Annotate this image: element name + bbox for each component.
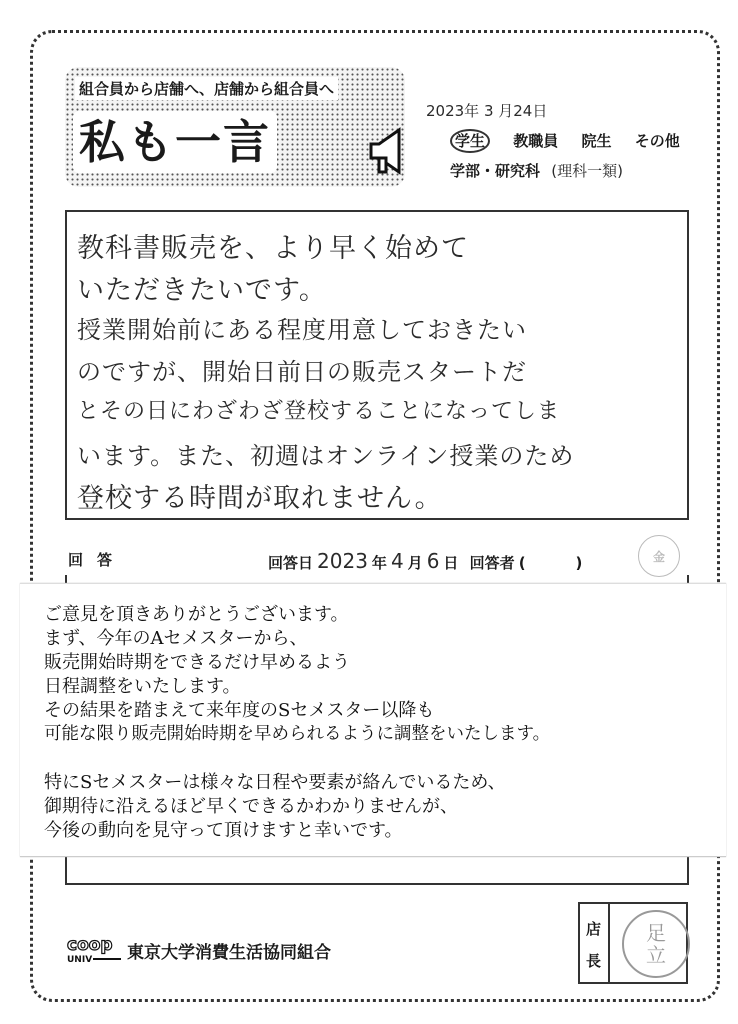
- department-label: 学部・研究科: [450, 162, 541, 180]
- answer-day: 6: [426, 549, 440, 573]
- coop-logo: [65, 932, 123, 966]
- opinion-line: とその日にわざわざ登校することになってしま: [77, 399, 561, 424]
- page-title: 私も一言: [73, 111, 277, 173]
- opinion-line: 教科書販売を、より早く始めて: [77, 233, 469, 264]
- role-option-student: 学生: [450, 129, 490, 153]
- answer-day-label: 日: [443, 554, 459, 572]
- manager-box-divider: [608, 904, 610, 982]
- department-line: [450, 160, 623, 181]
- svg-text:coop: coop: [67, 935, 113, 955]
- reply-line: 販売開始時期をできるだけ早めるよう: [44, 652, 350, 673]
- responder-close: ): [575, 554, 583, 572]
- answer-year-label: 年: [371, 554, 387, 572]
- reply-line: その結果を踏まえて来年度のSセメスター以降も: [44, 700, 435, 721]
- role-option-grad: 院生: [581, 132, 612, 150]
- opinion-line: 授業開始前にある程度用意しておきたい: [77, 316, 527, 344]
- manager-seal-top: 足: [646, 921, 666, 945]
- header-banner: [65, 67, 405, 187]
- manager-label-top: 店: [586, 920, 602, 938]
- role-options: [450, 130, 698, 151]
- answer-meta: [268, 549, 582, 573]
- reply-line: 特にSセメスターは様々な日程や要素が絡んでいるため、: [44, 772, 506, 793]
- manager-box: [578, 902, 688, 984]
- megaphone-icon: [365, 122, 405, 182]
- responder-seal: 金: [638, 535, 680, 577]
- reply-paper: [20, 583, 726, 857]
- answer-date-label: 回答日: [268, 554, 314, 572]
- opinion-line: います。また、初週はオンライン授業のため: [77, 442, 575, 470]
- reply-line: 御期待に沿えるほど早くできるかわかりませんが、: [44, 796, 458, 817]
- answer-month: 4: [390, 549, 404, 573]
- opinion-line: のですが、開始日前日の販売スタートだ: [77, 358, 527, 386]
- opinion-box: [65, 210, 689, 520]
- submission-date: 2023年 3 月24日: [426, 102, 548, 120]
- reply-line: 可能な限り販売開始時期を早められるように調整をいたします。: [44, 724, 551, 744]
- opinion-line: いただきたいです。: [77, 275, 327, 306]
- responder-label: 回答者: [469, 554, 515, 572]
- department-value: (理科一類): [551, 162, 623, 180]
- answer-year: 2023: [317, 549, 368, 573]
- role-option-staff: 教職員: [513, 132, 559, 150]
- role-option-other: その他: [634, 132, 680, 150]
- organization-name: 東京大学消費生活協同組合: [127, 943, 331, 963]
- reply-line: まず、今年のAセメスターから、: [44, 628, 308, 649]
- answer-month-label: 月: [407, 554, 423, 572]
- answer-header: [68, 545, 688, 573]
- opinion-line: 登校する時間が取れません。: [77, 483, 443, 514]
- header-tagline: 組合員から店舗へ、店舗から組合員へ: [75, 77, 338, 100]
- svg-text:UNIV: UNIV: [67, 955, 93, 965]
- manager-seal: [622, 910, 690, 978]
- reply-line: 今後の動向を見守って頂けますと幸いです。: [44, 820, 403, 841]
- responder-open: (: [518, 554, 526, 572]
- reply-line: 日程調整をいたします。: [44, 676, 241, 697]
- reply-line: ご意見を頂きありがとうございます。: [44, 604, 349, 625]
- answer-title: 回答: [68, 551, 127, 569]
- manager-label-bottom: 長: [586, 952, 602, 970]
- manager-seal-bottom: 立: [646, 943, 666, 967]
